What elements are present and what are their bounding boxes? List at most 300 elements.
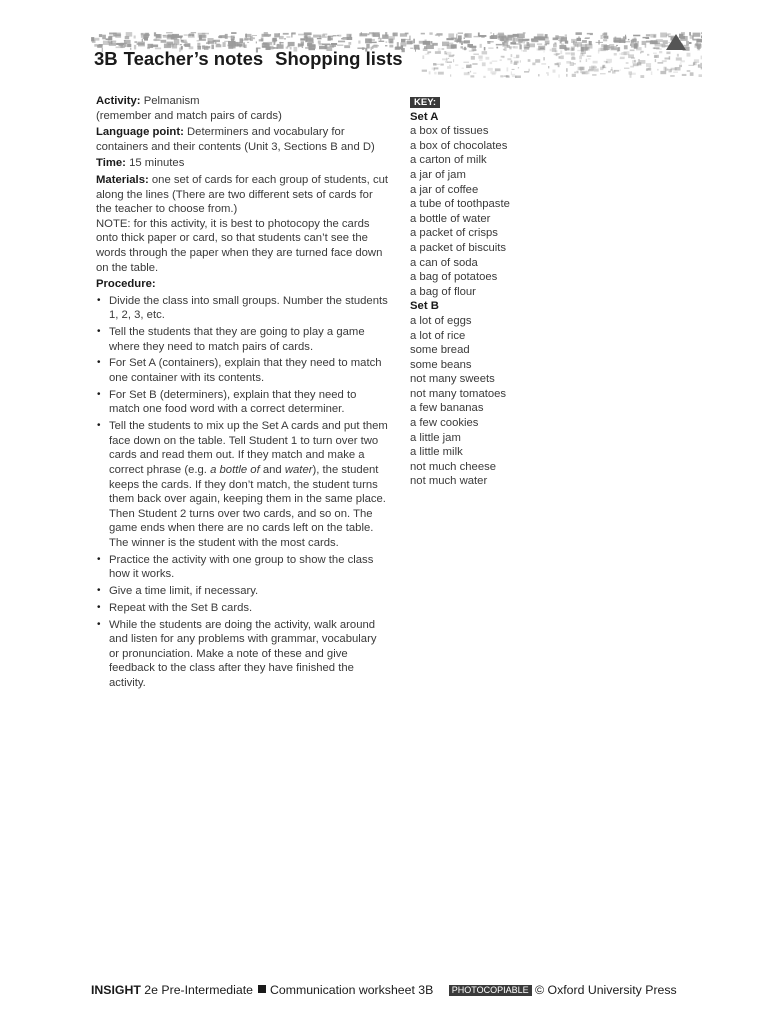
texture-speck <box>701 56 702 60</box>
texture-speck <box>693 39 700 41</box>
texture-speck <box>529 69 530 72</box>
header-banner <box>90 32 702 78</box>
texture-speck <box>231 32 236 34</box>
texture-speck <box>519 45 521 50</box>
texture-speck <box>624 45 628 49</box>
texture-speck <box>421 33 425 35</box>
key-item: not much cheese <box>410 460 497 473</box>
texture-speck <box>482 51 488 54</box>
texture-speck <box>449 65 450 66</box>
texture-speck <box>466 65 470 68</box>
texture-speck <box>219 35 226 38</box>
bullet-icon: • <box>97 326 101 338</box>
texture-speck <box>453 59 454 62</box>
texture-speck <box>558 36 564 39</box>
texture-speck <box>653 53 657 54</box>
texture-speck <box>589 66 594 70</box>
texture-speck <box>537 34 543 38</box>
texture-speck <box>380 39 381 41</box>
texture-speck <box>386 41 388 42</box>
texture-speck <box>184 44 186 46</box>
texture-speck <box>682 74 687 76</box>
texture-speck <box>616 45 618 46</box>
texture-speck <box>603 33 604 35</box>
texture-speck <box>546 72 549 74</box>
texture-speck <box>188 34 191 36</box>
texture-speck <box>668 42 669 43</box>
texture-speck <box>642 41 647 45</box>
procedure-item: • Tell the students to mix up the Set A cards and put them face down on the table. Tell Student 1 to turn over two cards and read them out. If they match and make a correct phrase (e.g. a bottle of and water), the student keeps the cards. If they don’t match, the student turns them back over again, keeping them in the same place. Then Student 2 turns over two cards, and so on. The game ends when there are no cards left on the table. The winner is the student with the most cards. <box>97 420 388 549</box>
texture-speck <box>465 33 472 38</box>
texture-speck <box>581 50 586 54</box>
texture-speck <box>584 47 590 51</box>
texture-speck <box>546 37 549 40</box>
texture-speck <box>524 71 529 73</box>
texture-speck <box>513 43 521 44</box>
texture-speck <box>645 45 647 48</box>
texture-speck <box>566 68 568 72</box>
texture-speck <box>630 66 634 68</box>
texture-speck <box>442 42 449 47</box>
texture-speck <box>586 59 587 62</box>
time-value: 15 minutes <box>129 157 185 170</box>
texture-speck <box>490 71 496 74</box>
texture-speck <box>277 44 279 45</box>
texture-speck <box>653 48 656 49</box>
procedure-item: • Repeat with the Set B cards. <box>97 601 253 614</box>
key-item: a few cookies <box>410 417 479 430</box>
texture-speck <box>689 42 692 44</box>
texture-speck <box>102 35 106 40</box>
texture-speck <box>434 67 439 69</box>
texture-speck <box>226 36 232 37</box>
texture-speck <box>560 39 563 43</box>
page-footer <box>91 983 711 997</box>
texture-speck <box>134 36 136 39</box>
texture-speck <box>274 33 279 37</box>
texture-speck <box>516 55 519 58</box>
texture-speck <box>553 44 557 48</box>
texture-speck <box>338 41 345 43</box>
texture-speck <box>580 67 585 71</box>
key-item: a carton of milk <box>410 154 487 167</box>
texture-speck <box>532 63 535 66</box>
texture-speck <box>247 42 249 43</box>
key-item: a box of tissues <box>410 125 489 138</box>
texture-speck <box>472 63 477 65</box>
procedure-item: • While the students are doing the activity, walk around and listen for any problems with grammar, vocabulary or pronunciation. Make a note of these and give feedback to the class after they have finished the activity. <box>97 618 377 690</box>
texture-speck <box>640 60 646 64</box>
texture-speck <box>274 40 276 45</box>
texture-speck <box>283 33 289 35</box>
bullet-icon: • <box>97 294 101 306</box>
texture-speck <box>565 52 570 54</box>
texture-speck <box>587 56 592 57</box>
texture-speck <box>478 33 480 37</box>
bullet-icon: • <box>97 553 101 565</box>
texture-speck <box>455 65 458 66</box>
key-badge: KEY: <box>410 97 440 108</box>
texture-speck <box>625 41 630 42</box>
texture-speck <box>677 54 679 57</box>
texture-speck <box>358 41 360 44</box>
texture-speck <box>328 36 333 38</box>
key-item: a jar of jam <box>410 168 466 181</box>
texture-speck <box>701 36 702 39</box>
texture-speck <box>427 53 429 55</box>
texture-speck <box>572 74 576 77</box>
texture-speck <box>669 69 672 73</box>
texture-speck <box>464 40 470 43</box>
texture-speck <box>662 60 667 62</box>
texture-speck <box>603 39 607 41</box>
texture-speck <box>699 74 703 77</box>
texture-speck <box>606 61 608 63</box>
texture-speck <box>604 67 607 68</box>
texture-speck <box>517 34 525 39</box>
texture-speck <box>359 33 367 36</box>
texture-speck <box>433 63 436 65</box>
texture-speck <box>208 38 214 41</box>
texture-speck <box>199 35 206 38</box>
texture-speck <box>637 41 639 43</box>
texture-speck <box>553 38 559 41</box>
texture-speck <box>518 67 519 69</box>
texture-speck <box>651 40 657 42</box>
footer-brand: INSIGHT <box>91 983 141 997</box>
texture-speck <box>288 42 295 46</box>
texture-speck <box>667 69 669 71</box>
texture-speck <box>655 59 656 62</box>
section-label: Teacher’s notes <box>123 48 264 69</box>
texture-speck <box>694 59 699 63</box>
key-item: some beans <box>410 358 472 371</box>
texture-speck <box>470 75 474 77</box>
texture-speck <box>429 32 432 34</box>
key-item: a lot of rice <box>410 329 466 342</box>
texture-speck <box>368 39 375 41</box>
texture-speck <box>510 61 512 64</box>
texture-speck <box>109 42 116 46</box>
texture-speck <box>183 42 188 43</box>
texture-speck <box>245 38 251 41</box>
texture-speck <box>451 44 457 48</box>
texture-speck <box>479 59 483 61</box>
texture-speck <box>405 39 411 40</box>
texture-speck <box>473 54 479 56</box>
texture-speck <box>480 44 482 48</box>
set-a-list <box>410 124 610 299</box>
key-item: a packet of crisps <box>410 227 498 240</box>
texture-speck <box>379 41 385 42</box>
texture-speck <box>511 54 513 57</box>
texture-speck <box>178 35 182 37</box>
unit-code: 3B <box>94 48 118 69</box>
texture-speck <box>576 32 582 35</box>
language-value: Determiners and vocabulary for containers and their contents (Unit 3, Sections B and D) <box>96 126 375 153</box>
texture-speck <box>330 38 333 41</box>
texture-speck <box>379 34 380 38</box>
texture-speck <box>525 47 529 48</box>
texture-speck <box>496 44 502 46</box>
texture-speck <box>537 44 542 45</box>
texture-speck <box>571 47 575 51</box>
answer-key <box>410 95 610 489</box>
texture-speck <box>636 47 642 50</box>
texture-speck <box>176 44 179 45</box>
texture-speck <box>191 32 196 33</box>
texture-speck <box>673 72 678 73</box>
texture-speck <box>442 48 445 50</box>
texture-speck <box>166 32 173 33</box>
texture-speck <box>594 69 599 72</box>
texture-speck <box>127 44 131 47</box>
texture-speck <box>253 37 255 39</box>
texture-speck <box>687 53 691 57</box>
texture-speck <box>557 62 561 65</box>
set-b-list <box>410 314 610 489</box>
texture-speck <box>199 39 206 41</box>
texture-speck <box>488 48 493 49</box>
texture-speck <box>126 32 133 37</box>
key-item: a bag of flour <box>410 285 476 298</box>
photocopiable-badge: PHOTOCOPIABLE <box>449 985 532 996</box>
texture-speck <box>556 53 558 56</box>
texture-speck <box>319 36 327 38</box>
language-point-line <box>96 125 388 154</box>
key-item: not many sweets <box>410 373 495 386</box>
procedure-item: • Practice the activity with one group to show the class how it works. <box>97 553 374 581</box>
texture-speck <box>518 39 522 43</box>
texture-speck <box>144 34 150 36</box>
texture-speck <box>432 68 433 70</box>
key-item: a lot of eggs <box>410 314 472 327</box>
texture-speck <box>385 45 387 46</box>
texture-speck <box>593 61 598 64</box>
teachers-notes <box>96 94 388 693</box>
texture-speck <box>322 34 326 36</box>
texture-speck <box>406 41 412 45</box>
texture-speck <box>504 38 509 42</box>
texture-speck <box>367 33 369 35</box>
texture-speck <box>614 53 617 56</box>
texture-speck <box>560 50 562 54</box>
texture-speck <box>279 36 284 39</box>
key-item: a bag of potatoes <box>410 271 498 284</box>
texture-speck <box>240 38 244 43</box>
texture-speck <box>458 32 463 34</box>
footer-level: 2e Pre-Intermediate <box>144 983 253 997</box>
texture-speck <box>550 49 552 51</box>
texture-speck <box>537 48 541 50</box>
texture-speck <box>598 50 599 54</box>
texture-speck <box>322 44 330 46</box>
texture-speck <box>700 63 702 65</box>
texture-speck <box>626 62 629 63</box>
texture-speck <box>142 39 143 42</box>
texture-speck <box>580 60 582 62</box>
texture-speck <box>259 39 264 41</box>
texture-speck <box>478 56 482 59</box>
texture-speck <box>145 39 147 40</box>
texture-speck <box>638 59 640 63</box>
texture-speck <box>580 70 582 73</box>
texture-speck <box>422 70 427 72</box>
texture-speck <box>115 34 121 38</box>
texture-speck <box>619 40 622 41</box>
texture-speck <box>663 40 668 44</box>
texture-speck <box>646 63 651 67</box>
texture-speck <box>527 42 530 46</box>
texture-speck <box>624 51 630 55</box>
texture-speck <box>106 38 111 40</box>
activity-line <box>96 94 388 123</box>
texture-speck <box>505 37 506 39</box>
texture-speck <box>456 34 457 38</box>
texture-speck <box>509 46 515 48</box>
texture-speck <box>124 40 126 41</box>
texture-speck <box>630 50 635 52</box>
texture-speck <box>543 51 545 52</box>
texture-speck <box>397 42 399 47</box>
texture-speck <box>447 62 452 63</box>
texture-speck <box>555 50 558 52</box>
texture-speck <box>610 70 611 71</box>
texture-speck <box>488 68 493 71</box>
texture-speck <box>620 70 621 71</box>
texture-speck <box>577 38 582 41</box>
texture-speck <box>484 47 486 51</box>
texture-speck <box>405 33 409 35</box>
texture-speck <box>434 72 437 75</box>
texture-speck <box>523 32 526 34</box>
texture-speck <box>535 39 538 41</box>
texture-speck <box>576 71 578 74</box>
texture-speck <box>432 43 438 46</box>
texture-speck <box>446 53 447 54</box>
texture-speck <box>589 41 591 44</box>
bullet-icon: • <box>97 601 101 613</box>
texture-speck <box>442 58 448 60</box>
texture-speck <box>427 51 431 53</box>
materials-note: NOTE: for this activity, it is best to photocopy the cards onto thick paper or card, so that students can’t see the words through the paper when they are turned face down on the table. <box>96 217 383 274</box>
texture-speck <box>279 42 283 43</box>
texture-speck <box>252 35 257 36</box>
texture-speck <box>464 37 465 39</box>
texture-speck <box>571 52 575 55</box>
time-line <box>96 156 388 171</box>
texture-speck <box>318 41 321 44</box>
texture-speck <box>548 74 549 76</box>
texture-speck <box>601 35 603 39</box>
texture-speck <box>134 41 137 43</box>
texture-speck <box>337 45 344 46</box>
texture-speck <box>640 52 641 53</box>
texture-speck <box>523 39 530 41</box>
texture-speck <box>413 39 415 44</box>
page-title <box>94 48 403 70</box>
texture-speck <box>531 39 535 41</box>
texture-speck <box>401 39 406 43</box>
texture-speck <box>604 33 608 36</box>
texture-speck <box>208 41 215 44</box>
texture-speck <box>393 33 398 37</box>
texture-speck <box>553 70 556 73</box>
texture-speck <box>596 42 603 43</box>
texture-speck <box>617 38 624 39</box>
texture-speck <box>600 48 605 51</box>
texture-speck <box>503 49 505 51</box>
procedure-item: • For Set B (determiners), explain that they need to match one food word with a correct determiner. <box>97 388 357 416</box>
texture-speck <box>659 51 662 53</box>
texture-speck <box>418 48 420 50</box>
texture-speck <box>153 39 159 40</box>
procedure-item: • For Set A (containers), explain that they need to match one container with its contents. <box>97 357 382 385</box>
texture-speck <box>605 50 608 51</box>
texture-speck <box>292 32 296 34</box>
texture-speck <box>298 44 303 47</box>
texture-speck <box>579 56 582 60</box>
texture-speck <box>214 40 221 42</box>
texture-speck <box>643 37 650 38</box>
key-item: a little milk <box>410 446 463 459</box>
texture-speck <box>512 74 515 77</box>
texture-speck <box>521 50 522 52</box>
texture-speck <box>687 70 691 72</box>
texture-speck <box>695 43 701 45</box>
texture-speck <box>92 40 96 43</box>
texture-speck <box>660 71 666 74</box>
texture-speck <box>242 42 245 47</box>
texture-speck <box>202 33 209 35</box>
texture-speck <box>546 43 550 45</box>
key-item: a little jam <box>410 431 461 444</box>
texture-speck <box>686 41 689 45</box>
texture-speck <box>447 66 451 69</box>
language-label: Language point: <box>96 126 184 139</box>
texture-speck <box>585 38 589 39</box>
texture-speck <box>256 42 257 44</box>
texture-speck <box>436 33 442 35</box>
texture-speck <box>565 41 568 44</box>
texture-speck <box>693 63 695 66</box>
texture-speck <box>582 40 587 43</box>
texture-speck <box>543 57 545 60</box>
texture-speck <box>529 43 535 47</box>
texture-speck <box>563 48 566 49</box>
texture-speck <box>341 38 343 39</box>
texture-speck <box>511 71 512 75</box>
texture-speck <box>520 60 521 62</box>
texture-speck <box>631 40 632 43</box>
texture-speck <box>541 63 546 64</box>
texture-speck <box>446 38 453 40</box>
texture-speck <box>697 48 700 50</box>
texture-speck <box>410 48 413 49</box>
texture-speck <box>670 75 675 77</box>
texture-speck <box>539 39 546 41</box>
materials-line <box>96 173 388 275</box>
texture-speck <box>701 67 702 69</box>
texture-speck <box>453 54 455 56</box>
texture-speck <box>500 59 502 61</box>
texture-speck <box>492 60 498 62</box>
texture-speck <box>649 67 651 69</box>
texture-speck <box>462 68 464 69</box>
texture-speck <box>369 42 377 44</box>
texture-speck <box>620 58 625 60</box>
texture-speck <box>588 58 591 60</box>
